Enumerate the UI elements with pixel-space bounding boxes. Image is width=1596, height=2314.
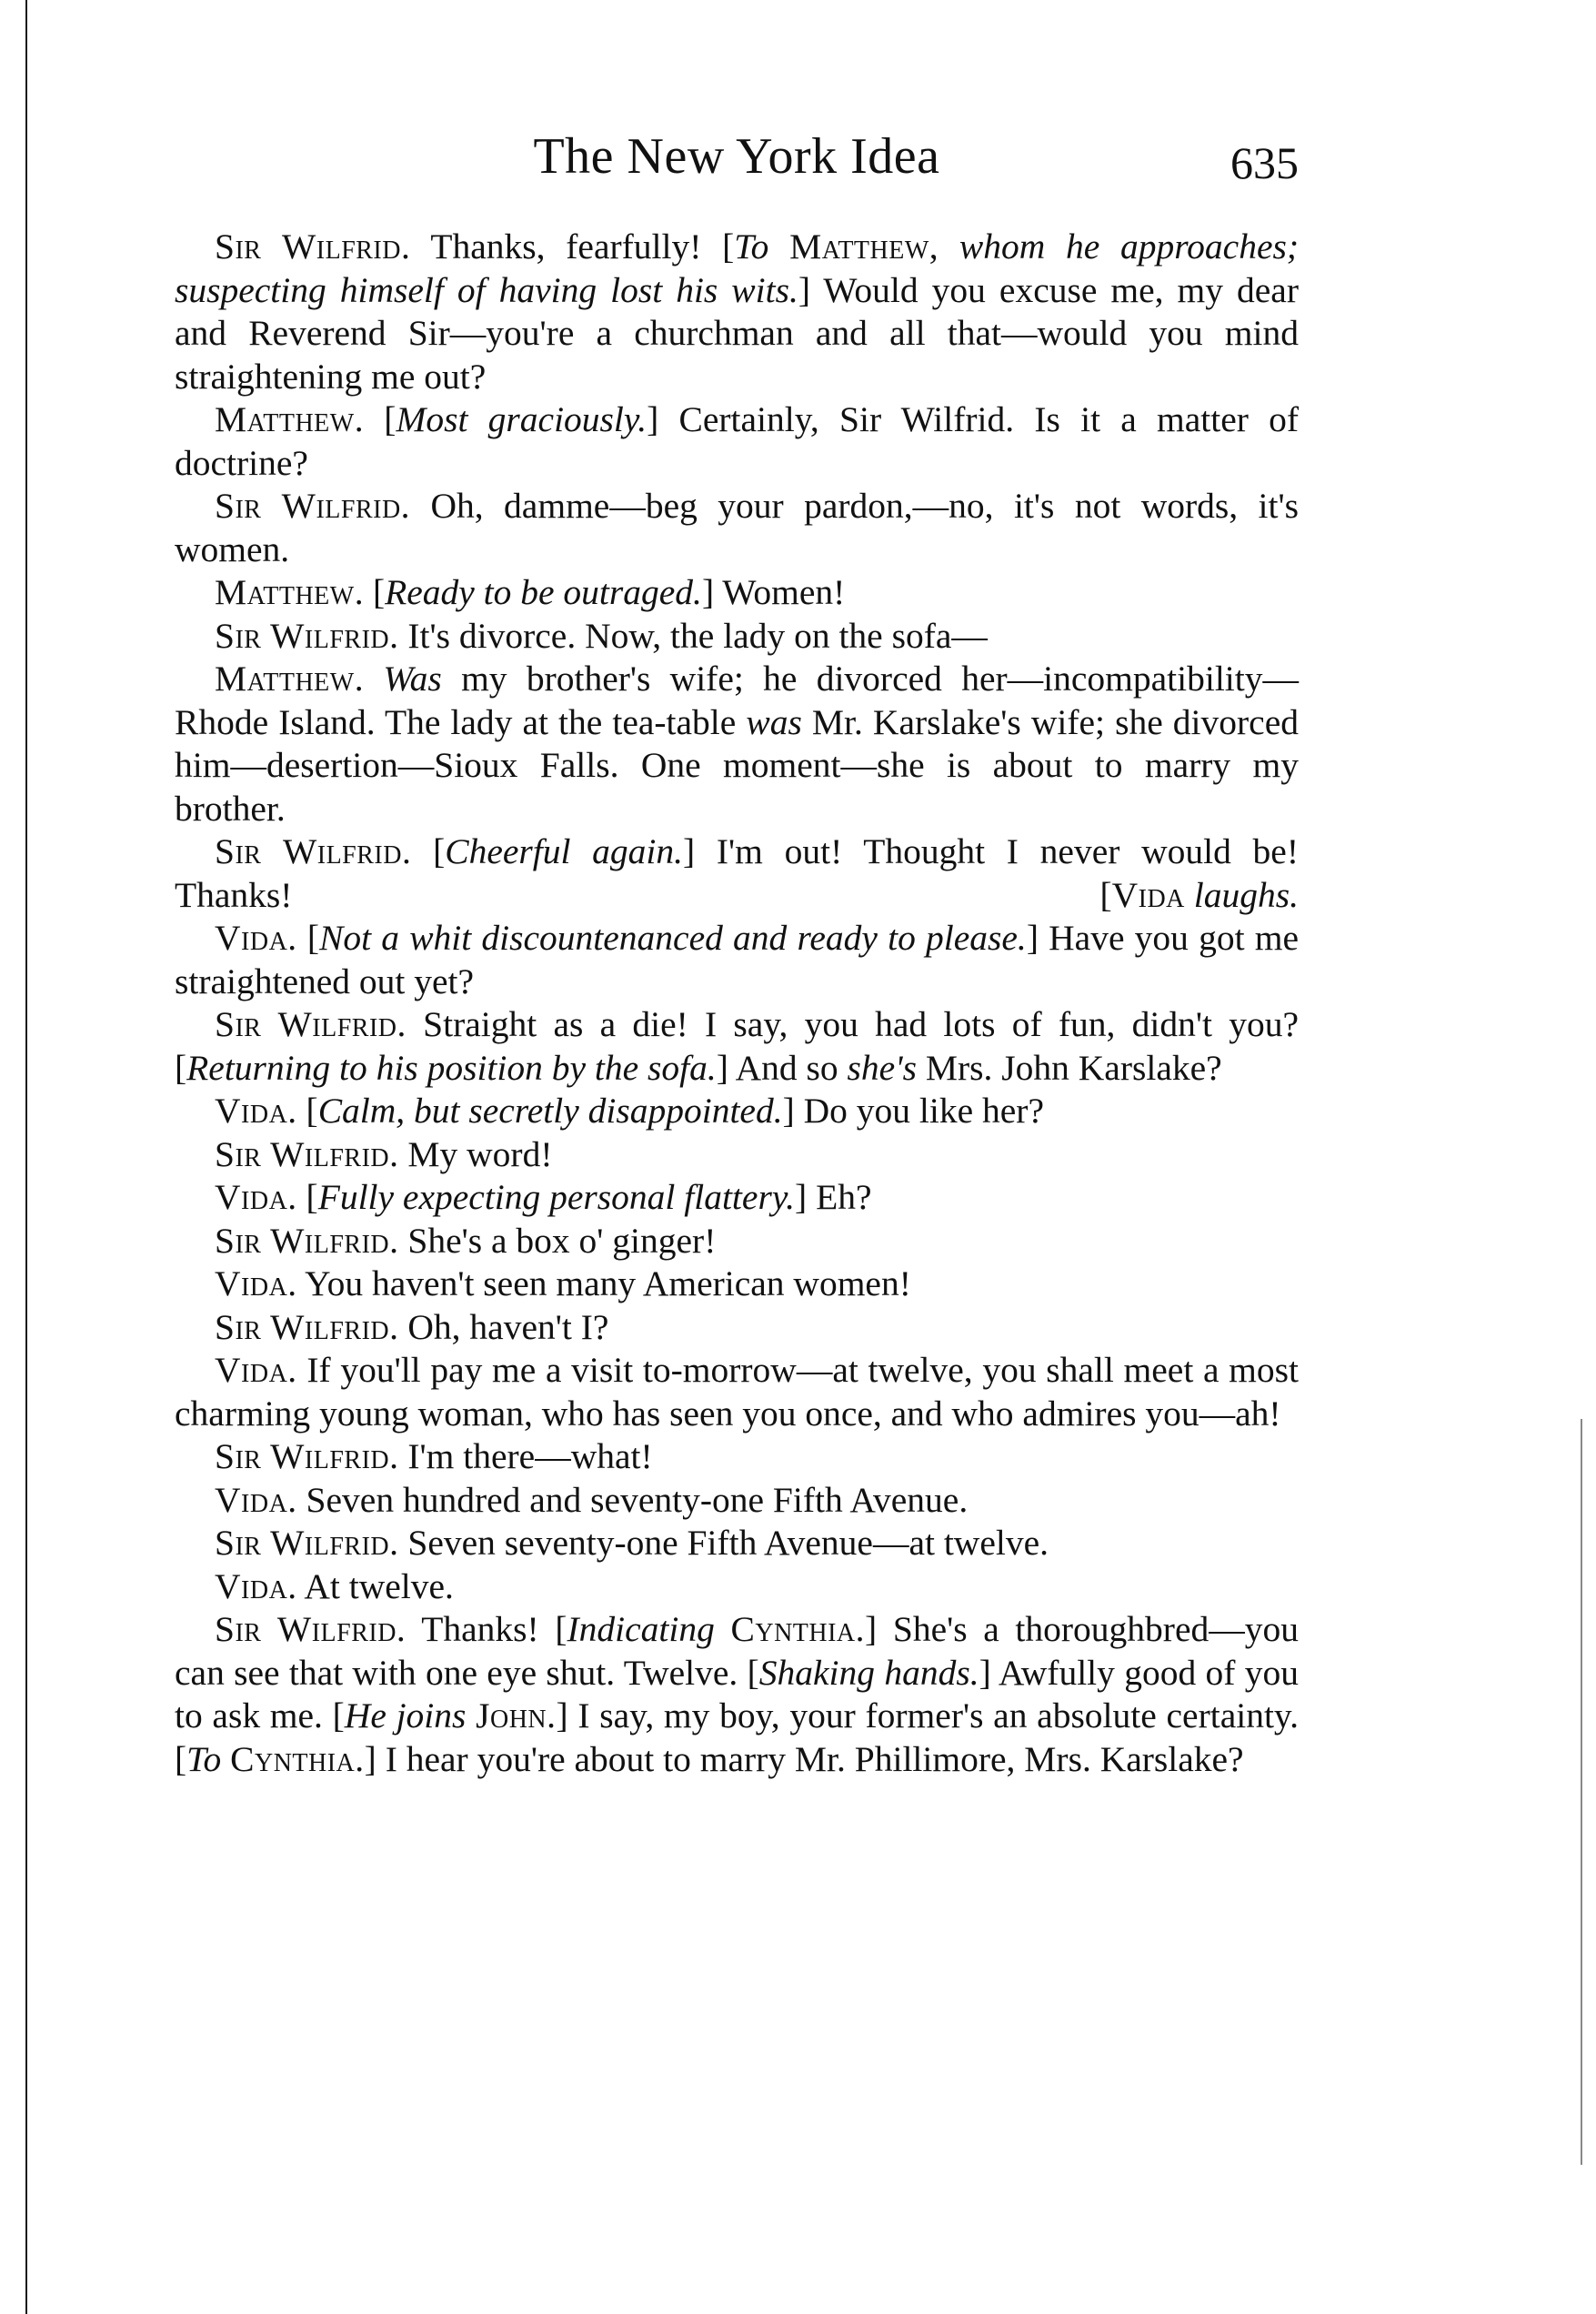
- stage-direction-right: [1059, 874, 1299, 918]
- speaker-name: Sir Wilfrid.: [215, 1609, 407, 1649]
- speech-paragraph: [175, 1522, 1299, 1565]
- speaker-name: Sir Wilfrid.: [215, 226, 411, 267]
- dialogue-text: ] Have you got me straightened out yet?: [175, 918, 1300, 1001]
- dialogue-text: Seven seventy-one Fifth Avenue—at twelve.: [398, 1523, 1049, 1563]
- speaker-name: Vida.: [215, 1091, 297, 1131]
- speaker-name: Sir Wilfrid.: [215, 615, 399, 656]
- speech-paragraph: [175, 1003, 1299, 1090]
- speaker-name: Matthew.: [215, 399, 365, 439]
- running-title: The New York Idea: [533, 128, 940, 185]
- dialogue-text: My word!: [398, 1133, 553, 1174]
- dialogue-text: If you'll pay me a visit to-morrow—at twelve, you shall meet a most charming young woman, who has seen you once, and who admires you—ah!: [175, 1350, 1299, 1434]
- dialogue-text: At twelve.: [296, 1565, 454, 1606]
- speaker-name: Sir Wilfrid.: [215, 486, 411, 526]
- dialogue-text: It's divorce. Now, the lady on the sofa—: [398, 615, 988, 656]
- speech-paragraph: [175, 1176, 1299, 1220]
- stage-direction: Not a whit discountenanced and ready to please.: [319, 918, 1027, 958]
- speech-paragraph: [175, 830, 1299, 917]
- stage-direction: laughs.: [1193, 874, 1299, 915]
- page-number: 635: [1230, 137, 1299, 188]
- dialogue-text: ] I'm out! Thought I never would be! Thanks!: [175, 831, 1299, 915]
- character-name: Cynthia.: [230, 1738, 365, 1779]
- speech-paragraph: [175, 398, 1299, 485]
- dialogue-text: [221, 1739, 230, 1779]
- dialogue-text: Mrs. John Karslake?: [917, 1047, 1222, 1088]
- dialogue-text: [: [411, 831, 446, 871]
- speaker-name: Sir Wilfrid.: [215, 1004, 407, 1044]
- speaker-name: Sir Wilfrid.: [215, 1436, 399, 1476]
- dialogue-text: Thanks, fearfully! [: [410, 226, 735, 267]
- speaker-name: Vida.: [215, 1565, 297, 1606]
- dialogue-text: Mr. Karslake's wife; she divorced him—desertion—Sioux Falls. One moment—she is about to marry my brother.: [175, 701, 1299, 829]
- dialogue-text: ] Awfully good of you to ask me. [: [175, 1652, 1299, 1736]
- stage-direction: To: [186, 1738, 222, 1779]
- speech-paragraph: [175, 1306, 1299, 1350]
- stage-direction: Ready to be outraged.: [385, 572, 702, 612]
- speech-paragraph: [175, 658, 1299, 830]
- dialogue-text: [: [364, 399, 396, 439]
- character-name: Cynthia.: [730, 1609, 866, 1649]
- dialogue-text: ] She's a thoroughbred—you can see that with one eye shut. Twelve. [: [175, 1609, 1299, 1693]
- speech-paragraph: [175, 1133, 1299, 1177]
- character-name: John.: [476, 1695, 557, 1736]
- dialogue-text: [768, 226, 789, 267]
- stage-direction: was: [746, 701, 802, 742]
- speech-paragraph: [175, 1565, 1299, 1609]
- speech-paragraph: [175, 226, 1299, 398]
- speech-paragraph: [175, 1090, 1299, 1133]
- dialogue-text: Seven hundred and seventy-one Fifth Avenue.: [296, 1479, 969, 1520]
- dialogue-text: [: [1099, 874, 1112, 915]
- stage-direction: He joins: [344, 1695, 467, 1736]
- dialogue-text: ] Women!: [701, 572, 846, 612]
- speech-paragraph: [175, 917, 1299, 1003]
- stage-direction: she's: [847, 1047, 917, 1088]
- speaker-name: Sir Wilfrid.: [215, 1306, 399, 1347]
- dialogue-text: [364, 659, 383, 699]
- speech-paragraph: [175, 1608, 1299, 1781]
- speaker-name: Vida.: [215, 1350, 297, 1390]
- dialogue-text: my brother's wife; he divorced her—incompatibility—Rhode Island. The lady at the tea-table: [175, 659, 1299, 742]
- dialogue-text: [1185, 875, 1194, 915]
- page-header: [175, 127, 1299, 218]
- stage-direction: whom he approaches; suspecting himself of having lost his wits.: [175, 226, 1300, 310]
- dialogue-text: ] And so: [716, 1047, 848, 1088]
- speaker-name: Vida.: [215, 1479, 297, 1520]
- stage-direction: Returning to his position by the sofa.: [186, 1047, 717, 1088]
- play-text: [175, 226, 1299, 1781]
- speech-paragraph: [175, 1349, 1299, 1435]
- stage-direction: Fully expecting personal flattery.: [317, 1177, 796, 1217]
- speaker-name: Matthew.: [215, 572, 365, 612]
- dialogue-text: Oh, damme—beg your pardon,—no, it's not words, it's women.: [175, 486, 1299, 569]
- dialogue-text: ] Certainly, Sir Wilfrid. Is it a matter of doctrine?: [175, 399, 1300, 483]
- speaker-name: Sir Wilfrid.: [215, 831, 412, 871]
- speaker-name: Matthew.: [215, 659, 365, 699]
- speech-paragraph: [175, 1435, 1299, 1479]
- dialogue-text: ] Do you like her?: [782, 1091, 1044, 1131]
- dialogue-text: [: [296, 1177, 318, 1217]
- dialogue-text: [: [296, 1091, 318, 1131]
- speaker-name: Vida.: [215, 1263, 297, 1303]
- character-name: Vida: [1111, 874, 1185, 915]
- dialogue-text: Straight as a die! I say, you had lots of fun, didn't you? [: [175, 1004, 1299, 1088]
- stage-direction: Shaking hands.: [758, 1652, 979, 1693]
- page-edge-left: [25, 0, 27, 2314]
- dialogue-text: [939, 226, 959, 267]
- dialogue-text: ] Would you excuse me, my dear and Reverend Sir—you're a churchman and all that—would you mind straightening me out?: [175, 269, 1299, 397]
- dialogue-text: ] I hear you're about to marry Mr. Phillimore, Mrs. Karslake?: [364, 1738, 1244, 1779]
- stage-direction: Cheerful again.: [445, 831, 684, 871]
- dialogue-text: [466, 1695, 476, 1736]
- dialogue-text: [715, 1609, 731, 1649]
- dialogue-text: ] I say, my boy, your former's an absolute certainty. [: [175, 1695, 1299, 1779]
- stage-direction: Most graciously.: [396, 399, 647, 439]
- speech-paragraph: [175, 615, 1299, 659]
- stage-direction: Calm, but secretly disappointed.: [317, 1091, 783, 1131]
- book-page: [175, 127, 1299, 1781]
- speaker-name: Vida.: [215, 1177, 297, 1217]
- speaker-name: Sir Wilfrid.: [215, 1523, 399, 1563]
- character-name: Matthew,: [789, 226, 939, 267]
- speaker-name: Sir Wilfrid.: [215, 1133, 399, 1174]
- dialogue-text: [: [296, 918, 320, 958]
- dialogue-text: Oh, haven't I?: [398, 1306, 609, 1347]
- speech-paragraph: [175, 1263, 1299, 1306]
- speaker-name: Vida.: [215, 918, 297, 958]
- dialogue-text: ] Eh?: [795, 1177, 872, 1217]
- speaker-name: Sir Wilfrid.: [215, 1220, 399, 1261]
- dialogue-text: She's a box o' ginger!: [398, 1220, 717, 1261]
- page-edge-right: [1581, 1419, 1582, 2165]
- speech-paragraph: [175, 485, 1299, 571]
- dialogue-text: I'm there—what!: [398, 1436, 653, 1476]
- stage-direction: To: [734, 226, 769, 267]
- dialogue-text: You haven't seen many American women!: [296, 1263, 911, 1303]
- dialogue-text: [: [364, 572, 386, 612]
- stage-direction: Indicating: [567, 1609, 715, 1649]
- speech-paragraph: [175, 571, 1299, 615]
- speech-paragraph: [175, 1479, 1299, 1523]
- speech-paragraph: [175, 1220, 1299, 1263]
- dialogue-text: Thanks! [: [406, 1609, 567, 1649]
- stage-direction: Was: [383, 659, 442, 699]
